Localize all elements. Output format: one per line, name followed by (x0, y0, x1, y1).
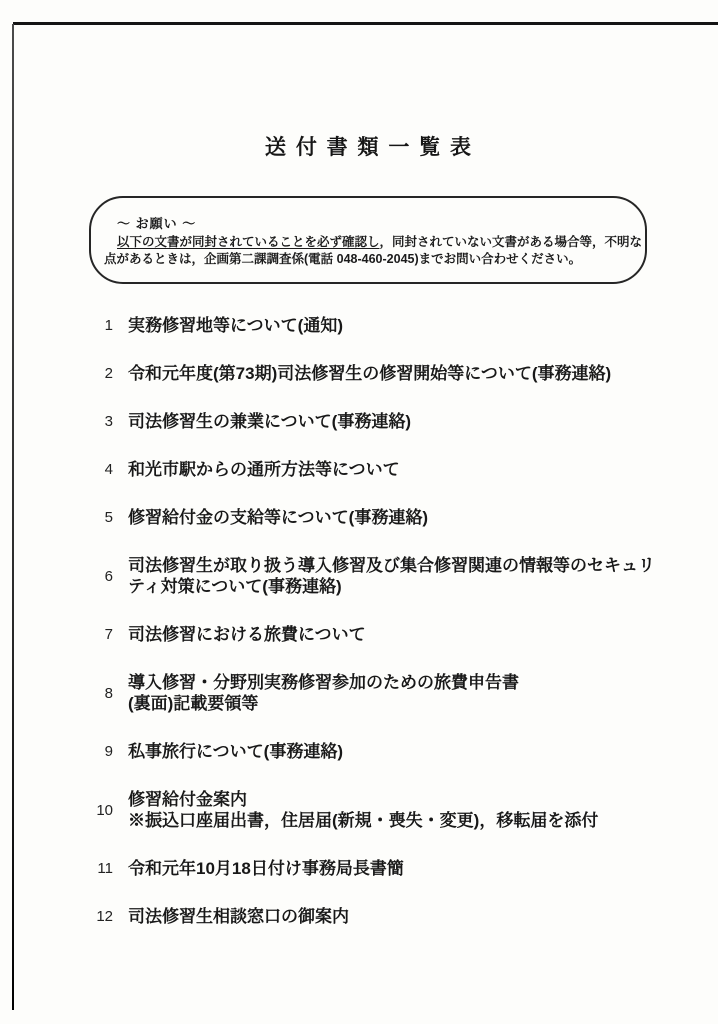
item-text-line: 私事旅行について(事務連絡) (128, 742, 343, 761)
item-number: 4 (104, 461, 113, 478)
notice-body (104, 234, 643, 268)
scan-edge-top (13, 22, 718, 25)
item-number: 5 (104, 509, 113, 526)
item-text-line: 司法修習生相談窓口の御案内 (128, 907, 349, 926)
page-title: 送 付 書 類 一 覧 表 (264, 136, 473, 159)
list-item (89, 459, 718, 480)
list-item (89, 315, 718, 336)
item-number: 3 (104, 413, 113, 430)
item-text-line: 導入修習・分野別実務修習参加のための旅費申告書 (128, 673, 519, 692)
item-text-line: ティ対策について(事務連絡) (128, 577, 342, 596)
item-text (128, 858, 404, 879)
notice-heading: ～ お願い ～ (117, 216, 197, 231)
list-item (89, 672, 718, 714)
notice-line-1 (104, 234, 643, 251)
item-number: 12 (96, 908, 113, 925)
scan-edge-left (12, 24, 14, 1010)
item-number: 7 (104, 626, 113, 643)
item-text (128, 315, 343, 336)
item-text-line: 司法修習生が取り扱う導入修習及び集合修習関連の情報等のセキュリ (128, 556, 655, 575)
list-item (89, 507, 718, 528)
item-text (128, 789, 598, 831)
item-text (128, 672, 519, 714)
item-text (128, 363, 611, 384)
notice-box (89, 196, 647, 284)
item-number: 1 (104, 317, 113, 334)
item-text (128, 507, 428, 528)
notice-line-2: 点があるときは，企画第二課調査係(電話 048-460-2045)までお問い合わせください。 (104, 252, 582, 266)
item-number: 11 (97, 860, 113, 877)
list-item (89, 363, 718, 384)
list-item (89, 555, 718, 597)
notice-underlined-text: 以下の文書が同封されていることを必ず確認し (117, 235, 380, 249)
item-text (128, 411, 411, 432)
item-number: 2 (104, 365, 113, 382)
list-item (89, 411, 718, 432)
item-text-line: 和光市駅からの通所方法等について (128, 460, 400, 479)
item-text (128, 741, 343, 762)
item-number: 10 (96, 801, 113, 819)
item-text-line: 実務修習地等について(通知) (128, 316, 343, 335)
item-text (128, 906, 349, 927)
item-text-line: 司法修習生の兼業について(事務連絡) (128, 412, 411, 431)
list-item (89, 789, 718, 831)
list-item (89, 906, 718, 927)
item-text-line: 修習給付金の支給等について(事務連絡) (128, 508, 428, 527)
item-text (128, 459, 400, 480)
item-text (128, 555, 655, 597)
list-item (89, 858, 718, 879)
item-text-line: 司法修習における旅費について (128, 625, 366, 644)
item-number: 8 (104, 684, 113, 702)
list-item (89, 741, 718, 762)
item-number: 6 (104, 567, 113, 585)
item-text-line: 令和元年度(第73期)司法修習生の修習開始等について(事務連絡) (128, 364, 612, 383)
list-item (89, 624, 718, 645)
item-text (128, 624, 366, 645)
item-text-line: (裏面)記載要領等 (128, 694, 259, 713)
document-list (0, 315, 718, 927)
item-number: 9 (104, 743, 113, 760)
item-text-line: ※振込口座届出書，住居届(新規・喪失・変更)，移転届を添付 (128, 811, 599, 830)
item-text-line: 修習給付金案内 (128, 790, 247, 809)
item-text-line: 令和元年10月18日付け事務局長書簡 (128, 859, 404, 878)
notice-line1-rest: ，同封されていない文書がある場合等，不明な (379, 235, 643, 249)
